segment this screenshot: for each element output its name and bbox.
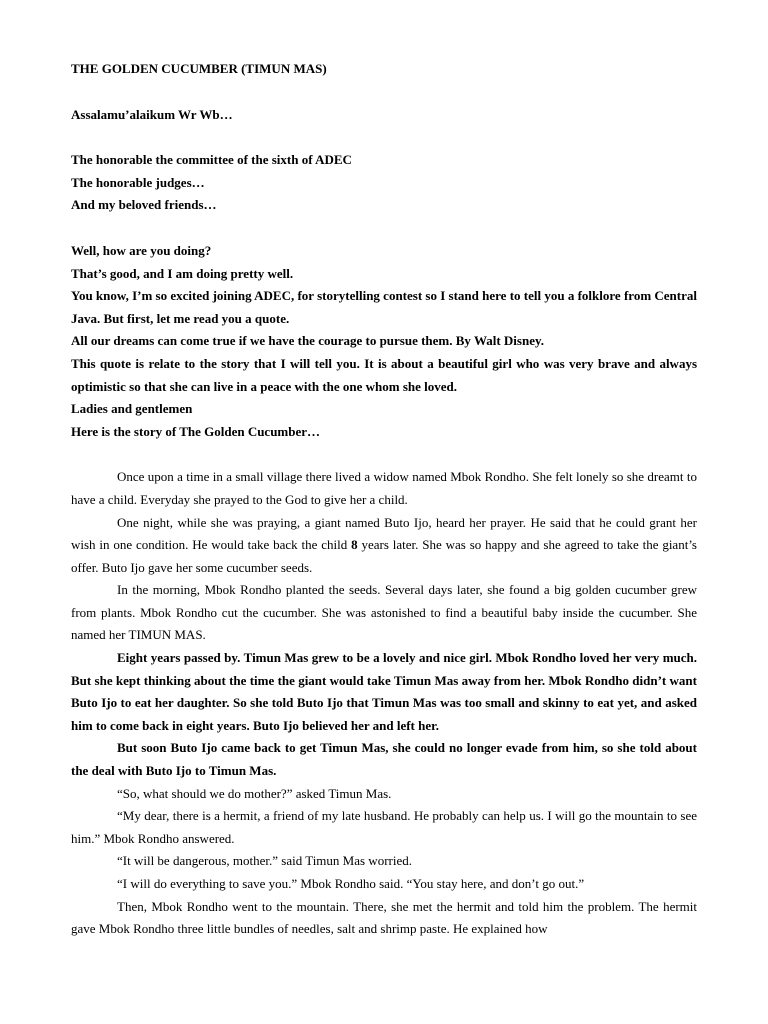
intro-line: That’s good, and I am doing pretty well. [71,265,294,281]
intro-line: Ladies and gentlemen [71,401,193,417]
story-paragraph: In the morning, Mbok Rondho planted the seeds. Several days later, she found a big golden cucumber grew from plants. Mbok Rondho cut the cucumber. She was astonished to find a beautiful baby inside the cucumber. She named her TIMUN MAS. [71,582,697,643]
quote-line: All our dreams can come true if we have the courage to pursue them. By Walt Disney. [71,333,545,349]
spacer [71,81,697,104]
story-body [71,466,697,940]
dialogue-line: “I will do everything to save you.” Mbok Rondho said. “You stay here, and don’t go out.” [117,876,585,891]
spacer [71,217,697,240]
paragraph-text: One night, while she was praying, a giant named Buto Ijo, heard her prayer. He said that he could grant her wish in one condition. He would take back the child [71,514,697,553]
story-paragraph: But soon Buto Ijo came back to get Timun Mas, she could no longer evade from him, so she told about the deal with Buto Ijo to Timun Mas. [71,740,697,779]
intro-line: This quote is relate to the story that I will tell you. It is about a beautiful girl who was very brave and always optimistic so that she can live in a peace with the one whom she loved. [71,355,697,394]
spacer [71,443,697,466]
document-title: THE GOLDEN CUCUMBER (TIMUN MAS) [71,61,327,76]
spacer [71,126,697,149]
intro-line: Well, how are you doing? [71,242,212,258]
salutation-line: The honorable the committee of the sixth of ADEC [71,152,352,168]
story-paragraph: Once upon a time in a small village there lived a widow named Mbok Rondho. She felt lonely so she dreamt to have a child. Everyday she prayed to the God to give her a child. [71,469,697,507]
paragraph-text: years later. She was so happy and she agreed to take the giant’s offer. Buto Ijo gave her some cucumber seeds. [71,537,697,575]
salutation-line: The honorable judges… [71,174,205,190]
document-page [71,58,697,941]
dialogue-line: “My dear, there is a hermit, a friend of my late husband. He probably can help us. I will go the mountain to see him.” Mbok Rondho answered. [71,808,697,846]
story-paragraph: Then, Mbok Rondho went to the mountain. There, she met the hermit and told him the problem. The hermit gave Mbok Rondho three little bundles of needles, salt and shrimp paste. He explained how [71,898,697,937]
intro-line: Here is the story of The Golden Cucumber… [71,423,321,439]
story-paragraph: Eight years passed by. Timun Mas grew to be a lovely and nice girl. Mbok Rondho loved her very much. But she kept thinking about the time the giant would take Timun Mas away from her. Mbok Rondho didn’t want Buto Ijo to eat her daughter. So she told Buto Ijo that Timun Mas was too small and skinny to eat yet, and asked him to come back in eight years. Buto Ijo believed her and left her. [71,650,697,733]
salutations [71,149,697,217]
story-paragraph [71,512,697,580]
opening-speech [71,240,697,443]
intro-line: You know, I’m so excited joining ADEC, for storytelling contest so I stand here to tell you a folklore from Central Java. But first, let me read you a quote. [71,288,697,326]
salutation-line: And my beloved friends… [71,197,217,213]
dialogue-line: “So, what should we do mother?” asked Timun Mas. [117,785,392,801]
dialogue-line: “It will be dangerous, mother.” said Timun Mas worried. [117,853,412,869]
greeting: Assalamu’alaikum Wr Wb… [71,106,233,122]
bold-number: 8 [351,537,358,553]
